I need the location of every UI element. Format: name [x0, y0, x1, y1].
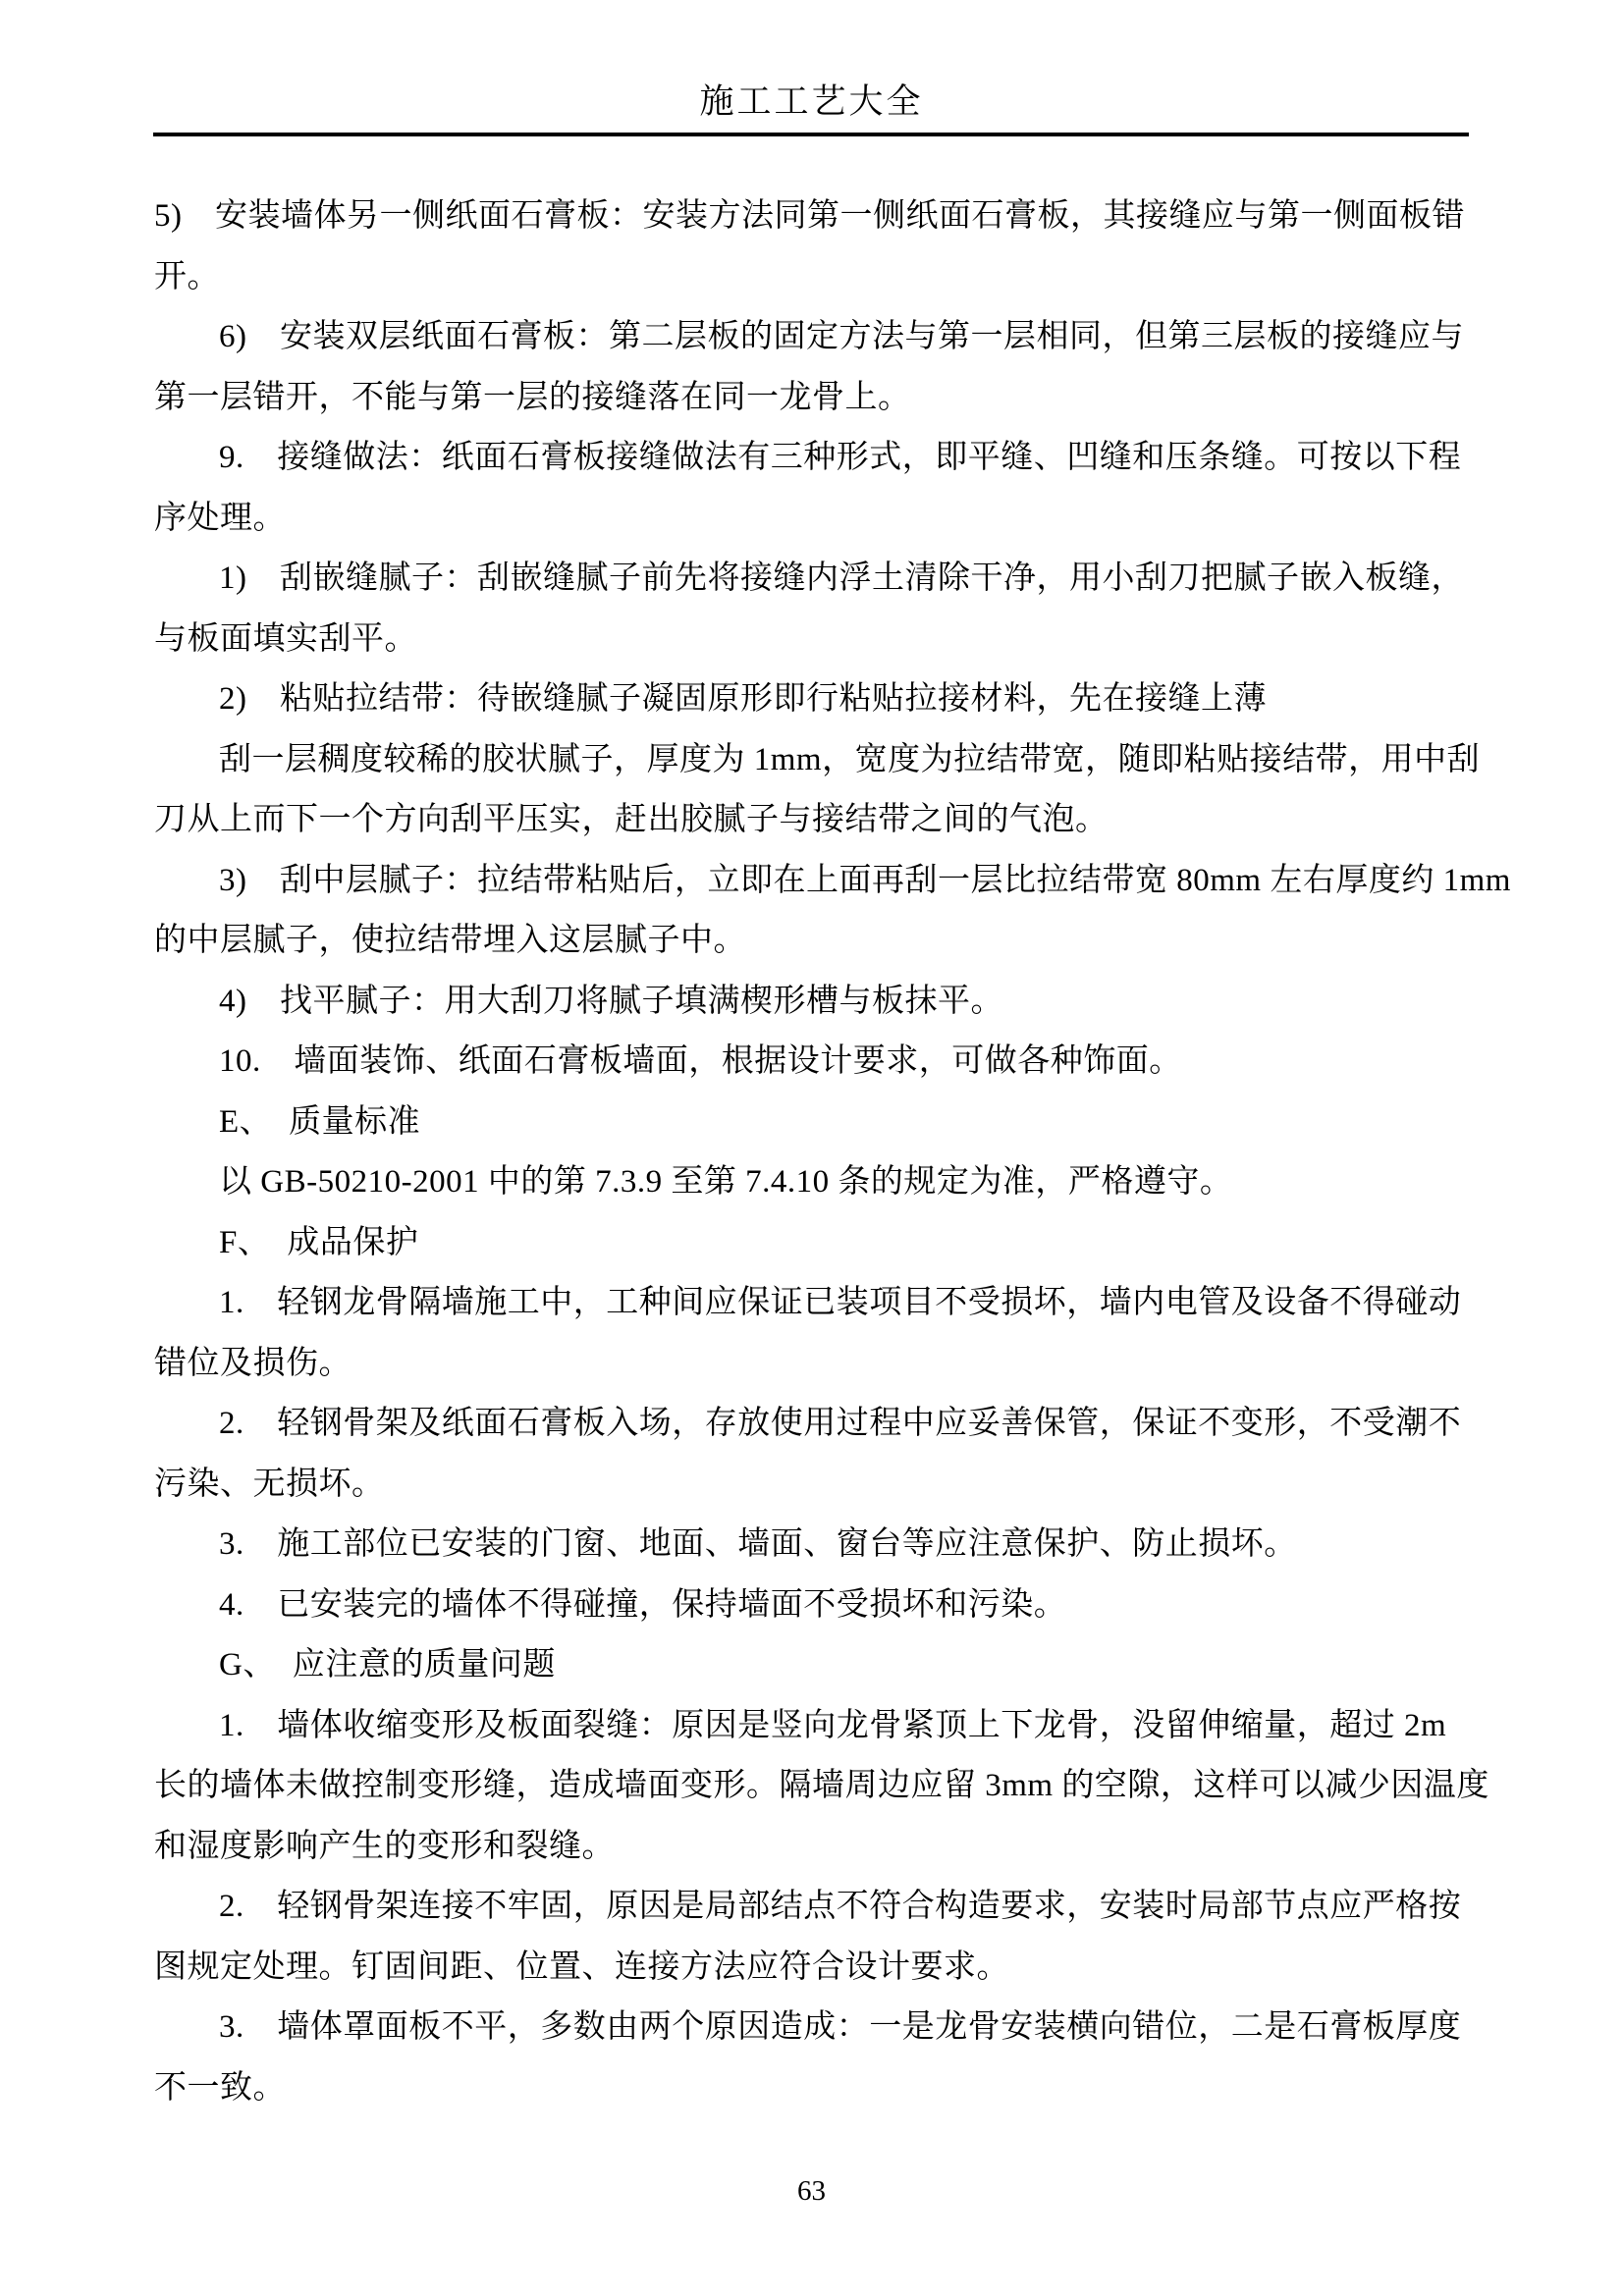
page-number: 63: [797, 2175, 826, 2207]
text-line: 以 GB-50210-2001 中的第 7.3.9 至第 7.4.10 条的规定为准，严格遵守。: [219, 1164, 1233, 1200]
text-line: 与板面填实刮平。: [154, 620, 417, 657]
text-line: 错位及损伤。: [154, 1345, 352, 1381]
text-line: 4. 已安装完的墙体不得碰撞，保持墙面不受损坏和污染。: [219, 1586, 1067, 1623]
header-title: 施工工艺大全: [699, 82, 924, 121]
header-rule: [153, 133, 1469, 136]
text-line: 3. 施工部位已安装的门窗、地面、墙面、窗台等应注意保护、防止损坏。: [219, 1526, 1297, 1562]
text-line: 的中层腻子，使拉结带埋入这层腻子中。: [154, 923, 746, 958]
text-line: 刮一层稠度较稀的胶状腻子，厚度为 1mm，宽度为拉结带宽，随即粘贴接结带，用中刮: [219, 741, 1481, 777]
text-line: 10. 墙面装饰、纸面石膏板墙面，根据设计要求，可做各种饰面。: [219, 1043, 1182, 1079]
text-line: 和湿度影响产生的变形和裂缝。: [154, 1828, 615, 1864]
text-line: 2. 轻钢骨架及纸面石膏板入场，存放使用过程中应妥善保管，保证不变形，不受潮不: [219, 1406, 1462, 1441]
text-line: 3. 墙体罩面板不平，多数由两个原因造成：一是龙骨安装横向错位，二是石膏板厚度: [219, 2009, 1462, 2045]
text-line: 2. 轻钢骨架连接不牢固，原因是局部结点不符合构造要求，安装时局部节点应严格按: [219, 1889, 1462, 1924]
text-line: F、 成品保护: [219, 1224, 419, 1260]
text-line: 污染、无损坏。: [154, 1466, 385, 1502]
text-line: 长的墙体未做控制变形缝，造成墙面变形。隔墙周边应留 3mm 的空隙，这样可以减少因温度: [154, 1768, 1489, 1803]
text-line: 1. 轻钢龙骨隔墙施工中，工种间应保证已装项目不受损坏，墙内电管及设备不得碰动: [219, 1285, 1462, 1320]
text-line: 图规定处理。钉固间距、位置、连接方法应符合设计要求。: [154, 1949, 1009, 1985]
text-line: E、 质量标准: [219, 1103, 421, 1140]
text-line: 4) 找平腻子：用大刮刀将腻子填满楔形槽与板抹平。: [219, 983, 1003, 1019]
text-line: 2) 粘贴拉结带：待嵌缝腻子凝固原形即行粘贴拉接材料，先在接缝上薄: [219, 681, 1267, 717]
text-line: 刀从上而下一个方向刮平压实，赶出胶腻子与接结带之间的气泡。: [154, 802, 1109, 837]
text-line: 开。: [154, 258, 220, 294]
text-line: 9. 接缝做法：纸面石膏板接缝做法有三种形式，即平缝、凹缝和压条缝。可按以下程: [219, 440, 1462, 475]
text-line: 序处理。: [154, 500, 286, 536]
document-body: [154, 187, 1511, 2118]
text-line: 1. 墙体收缩变形及板面裂缝：原因是竖向龙骨紧顶上下龙骨，没留伸缩量，超过 2m: [219, 1707, 1447, 1743]
text-line: 不一致。: [154, 2069, 286, 2106]
text-line: G、 应注意的质量问题: [219, 1647, 556, 1682]
text-line: 5) 安装墙体另一侧纸面石膏板：安装方法同第一侧纸面石膏板，其接缝应与第一侧面板错: [154, 198, 1465, 234]
text-line: 1) 刮嵌缝腻子：刮嵌缝腻子前先将接缝内浮土清除干净，用小刮刀把腻子嵌入板缝，: [219, 561, 1464, 596]
text-line: 第一层错开，不能与第一层的接缝落在同一龙骨上。: [154, 379, 911, 415]
text-line: 3) 刮中层腻子：拉结带粘贴后，立即在上面再刮一层比拉结带宽 80mm 左右厚度约 1mm: [219, 862, 1511, 898]
text-line: 6) 安装双层纸面石膏板：第二层板的固定方法与第一层相同，但第三层板的接缝应与: [219, 319, 1464, 354]
